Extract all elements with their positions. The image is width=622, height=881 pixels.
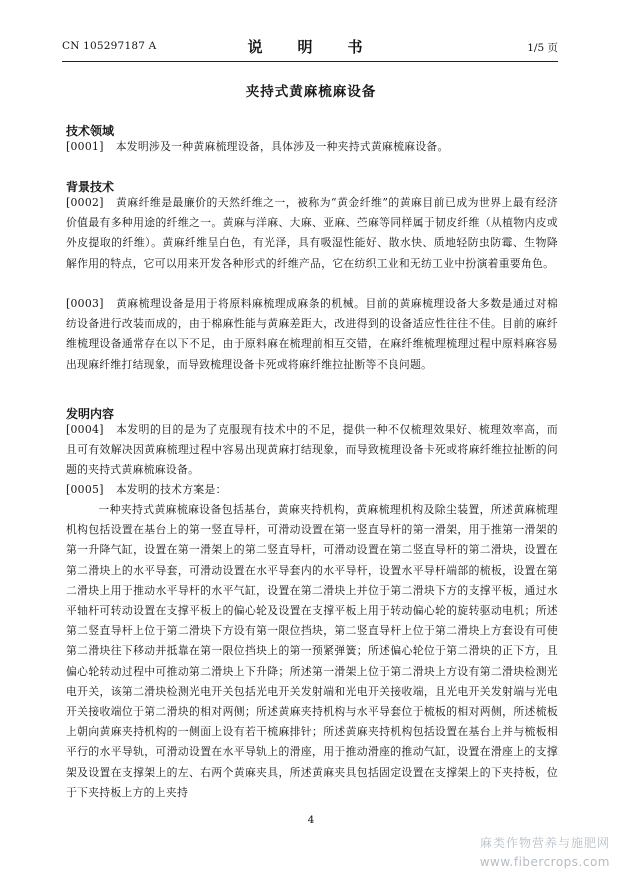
paragraph-number: [0002] [66, 196, 104, 209]
paragraph-text: 本发明的目的是为了克服现有技术中的不足，提供一种不仅梳理效果好、梳理效率高，而且可有效解决因黄麻梳理过程中容易出现黄麻打结现象，而导致梳理设备卡死或将麻纤维拉扯断的问题的夹持式黄麻梳麻设备。 [66, 423, 558, 477]
paragraph-0001 [66, 137, 558, 157]
paragraph-text: 黄麻梳理设备是用于将原料麻梳理成麻条的机械。目前的黄麻梳理设备大多数是通过对棉纺设备进行改装而成的，由于棉麻性能与黄麻差距大，改进得到的设备适应性往往不佳。目前的麻纤维梳理设备通常存在以下不足，由于原料麻在梳理前相互交错，在麻纤维梳理梳理过程中原料麻容易出现麻纤维打结现象，而导致梳理设备卡死或将麻纤维拉扯断等不良问题。 [66, 297, 558, 371]
section-heading-summary: 发明内容 [66, 407, 115, 421]
publication-number: CN 105297187 A [62, 40, 157, 52]
paragraph-number: [0003] [66, 297, 104, 310]
paragraph-0005 [66, 480, 558, 500]
page-count: 1/5 页 [527, 42, 558, 54]
paragraph-text: 本发明涉及一种黄麻梳理设备，具体涉及一种夹持式黄麻梳麻设备。 [115, 140, 449, 153]
page-number: 4 [307, 814, 315, 826]
paragraph-number: [0005] [66, 483, 104, 496]
document-type-title: 说 明 书 [247, 38, 373, 56]
section-heading-field: 技术领域 [66, 124, 115, 138]
invention-title: 夹持式黄麻梳麻设备 [245, 84, 377, 100]
paragraph-0004 [66, 420, 558, 481]
paragraph-text: 本发明的技术方案是： [115, 483, 227, 496]
paragraph-0003 [66, 294, 558, 375]
paragraph-number: [0001] [66, 140, 104, 153]
page-header [62, 36, 558, 58]
paragraph-text: 黄麻纤维是最廉价的天然纤维之一，被称为“黄金纤维”的黄麻目前已成为世界上最有经济价值最有多种用途的纤维之一。黄麻与洋麻、大麻、亚麻、苎麻等同样属于韧皮纤维（从植物内皮或外皮提取的纤维）。黄麻纤维呈白色，有光泽，具有吸湿性能好、散水快、质地轻防虫防霉、生物降解作用的特点，它可以用来开发各种形式的纤维产品，它在纺织工业和无纺工业中扮演着重要角色。 [66, 196, 558, 270]
paragraph-0006: 一种夹持式黄麻梳麻设备包括基台，黄麻夹持机构，黄麻梳理机构及除尘装置，所述黄麻梳理机构包括设置在基台上的第一竖直导杆，可滑动设置在第一竖直导杆的第一滑架，用于推第一滑架的第一升降气缸，设置在第一滑架上的第二竖直导杆，可滑动设置在第二竖直导杆的第二滑块，设置在第二滑块上的水平导套，可滑动设置在水平导套内的水平导杆，设置水平导杆端部的梳板，设置在第二滑块上用于推动水平导杆的水平气缸，设置在第二滑块上并位于第二滑块下方的支撑平板，通过水平轴杆可转动设置在支撑平板上的偏心轮及设置在支撑平板上用于转动偏心轮的旋转驱动电机；所述第二竖直导杆上位于第二滑块下方设有第一限位挡块，第二竖直导杆上位于第二滑块上方套设有可使第二滑块往下移动并抵靠在第一限位挡块上的第一预紧弹簧；所述偏心轮位于第二滑块的正下方，且偏心轮转动过程中可推动第二滑块上下升降；所述第一滑架上位于第二滑块上方设有第二滑块检测光电开关，该第二滑块检测光电开关包括光电开关发射端和光电开关接收端，且光电开关发射端与光电开关接收端位于第二滑块的相对两侧；所述黄麻夹持机构与水平导套位于梳板的相对两侧，所述梳板上朝向黄麻夹持机构的一侧面上设有若干梳麻排针；所述黄麻夹持机构包括设置在基台上并与梳板相平行的水平导轨，可滑动设置在水平导轨上的滑座，用于推动滑座的推动气缸，设置在滑座上的支撑架及设置在支撑架上的左、右两个黄麻夹具，所述黄麻夹具包括固定设置在支撑架上的下夹持板，位于下夹持板上方的上夹持 [66, 503, 558, 799]
section-heading-background: 背景技术 [66, 180, 115, 194]
paragraph-number: [0004] [66, 423, 104, 436]
watermark-site-name: 麻类作物营养与施肥网 [479, 836, 610, 850]
header-rule [62, 61, 558, 62]
watermark-site-url: www.fibercrops.com [479, 855, 610, 869]
paragraph-0002 [66, 193, 558, 274]
